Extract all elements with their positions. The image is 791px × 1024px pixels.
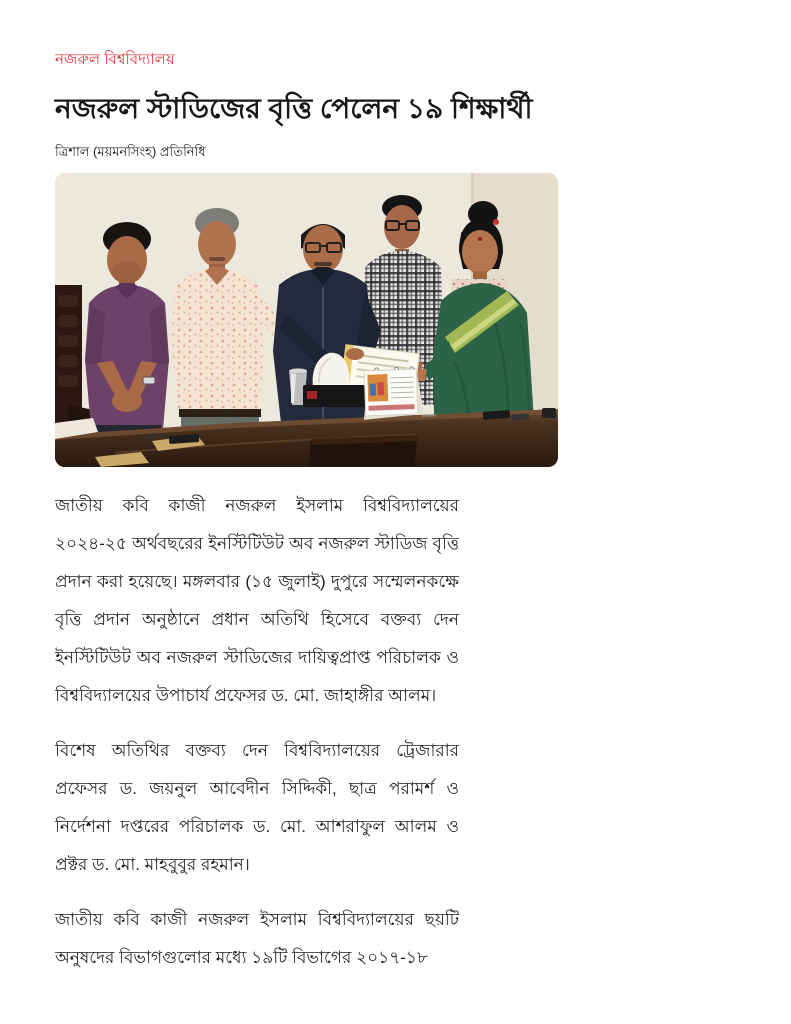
article-paragraph: জাতীয় কবি কাজী নজরুল ইসলাম বিশ্ববিদ্যালয়ের ২০২৪-২৫ অর্থবছরের ইনস্টিটিউট অব নজরুল স্টাডিজ বৃত্তি প্রদান করা হয়েছে। মঙ্গলবার (১৫ জুলাই) দুপুরে সম্মেলনকক্ষে বৃত্তি প্রদান অনুষ্ঠানে প্রধান অতিথি হিসেবে বক্তব্য দেন ইনস্টিটিউট অব নজরুল স্টাডিজের দায়িত্বপ্রাপ্ত পরিচালক ও বিশ্ববিদ্যালয়ের উপাচার্য প্রফেসর ড. মো. জাহাঙ্গীর আলম। [55, 496, 459, 705]
article-photo [55, 173, 558, 467]
article-byline: ত্রিশাল (ময়মনসিংহ) প্রতিনিধি [55, 144, 206, 159]
category-link[interactable]: নজরুল বিশ্ববিদ্যালয় [55, 51, 175, 68]
article-paragraph: বিশেষ অতিথির বক্তব্য দেন বিশ্ববিদ্যালয়ের ট্রেজারার প্রফেসর ড. জয়নুল আবেদীন সিদ্দিকী, ছাত্র পরামর্শ ও নির্দেশনা দপ্তরের পরিচালক ড. মো. আশরাফুল আলম ও প্রক্টর ড. মো. মাহবুবুর রহমান। [55, 741, 459, 874]
article-body [55, 487, 459, 977]
photo-illustration [55, 173, 558, 467]
article-headline: নজরুল স্টাডিজের বৃত্তি পেলেন ১৯ শিক্ষার্থী [55, 93, 533, 124]
article-paragraph: জাতীয় কবি কাজী নজরুল ইসলাম বিশ্ববিদ্যালয়ের ছয়টি অনুষদের বিভাগগুলোর মধ্যে ১৯টি বিভাগের ২০১৭-১৮ [55, 910, 459, 967]
hand-over-certificate [346, 348, 364, 360]
